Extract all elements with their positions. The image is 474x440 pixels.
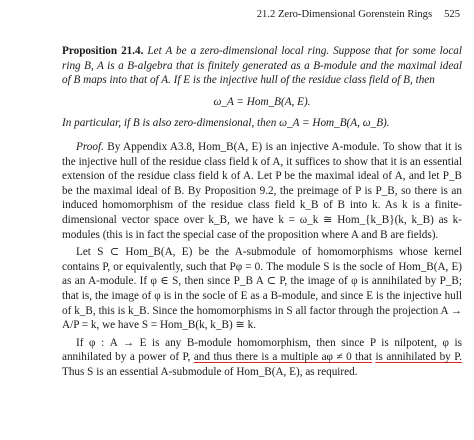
proposition-block <box>62 18 462 131</box>
proposition-label: Proposition 21.4. <box>62 45 144 57</box>
proposition-text: Let A be a zero-dimensional local ring. Suppose that for some local ring B, A is a B-algebra that is finitely generated as a B-module and the maximal ideal of B maps into that of A. If E is the injective hull of the residue class field of B, then <box>62 45 463 87</box>
proof-paragraph-1-text: By Appendix A3.8, Hom_B(A, E) is an injective A-module. To show that it is the injective hull of the residue class field k of A, it suffices to show that it is an essential extension of the residue class field k of A. Let P be the maximal ideal of A, and let P_B be the maximal ideal of B. By Proposition 9.2, the preimage of P is P_B, so there is an induced homomorphism of the residue class field k_B of B into k. As k is a finite-dimensional vector space over k_B, we have k = ω_k ≅ Hom_{k_B}(k, k_B) as k-modules (this is in fact the special case of the proposition where A and B are fields). <box>62 140 462 241</box>
proof-block <box>62 140 462 380</box>
display-equation: ω_A = Hom_B(A, E). <box>213 95 311 108</box>
running-head <box>62 8 460 23</box>
proof-paragraph-3 <box>62 336 462 380</box>
proof-label: Proof. <box>76 140 104 153</box>
section-title: 21.2 Zero-Dimensional Gorenstein Rings <box>256 9 433 20</box>
red-underlined-passage-2: is annihilated by P. <box>375 351 463 364</box>
page-number: 525 <box>444 9 460 20</box>
proof-paragraph-3-middle: Thus S is an essential A-submodule of Hom_B(A, E), <box>62 365 303 378</box>
proposition-corollary: In particular, if B is also zero-dimensional, then ω_A = Hom_B(A, ω_B). <box>62 117 390 130</box>
proof-paragraph-1 <box>62 140 462 242</box>
red-underlined-passage-1: and thus there is a multiple aφ ≠ 0 that <box>193 351 372 364</box>
proof-paragraph-3-end: as required. <box>305 365 358 378</box>
proposition-statement <box>62 44 462 88</box>
proof-paragraph-2: Let S ⊂ Hom_B(A, E) be the A-submodule of homomorphisms whose kernel contains P, or equivalently, such that Pφ = 0. The module S is the socle of Hom_B(A, E) as an A-module. If φ ∈ S, then since P_B A ⊂ P, the image of φ is annihilated by P_B; that is, the image of φ is in the socle of E as a B-module, and since E is the injective hull of k_B, this is k_B. Since the homomorphisms in S all factor through the projection A → A/P = k, we have S = Hom_B(k, k_B) ≅ k. <box>62 246 462 332</box>
proof-paragraph-3-start: If φ : A → E is any B-module homomorphism, then since P is nilpotent, φ is annihilated by a power of P, <box>62 336 462 364</box>
